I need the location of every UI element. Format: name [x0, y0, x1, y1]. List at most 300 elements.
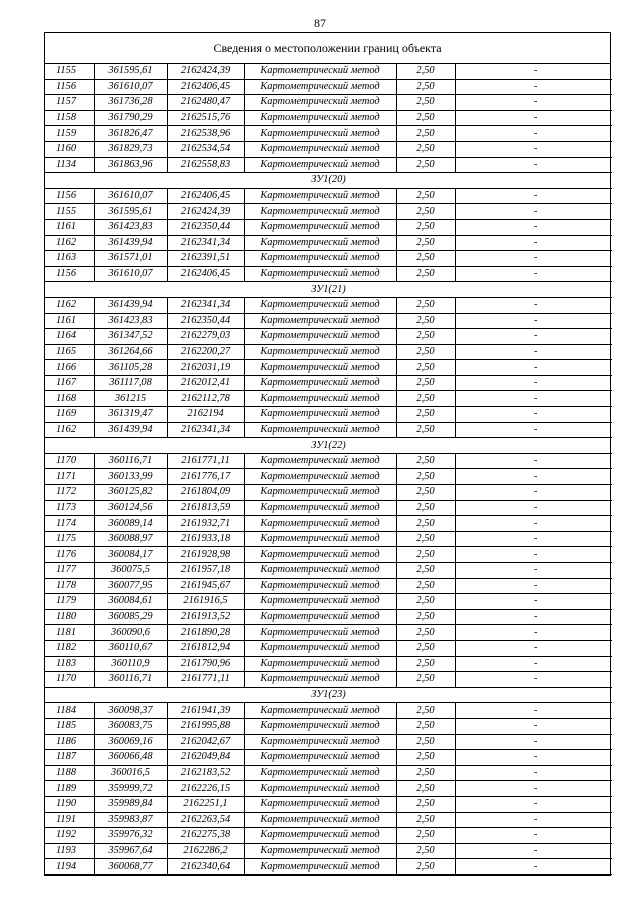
x-coordinate-cell: 361319,47 — [94, 407, 167, 423]
y-coordinate-cell: 2161812,94 — [167, 640, 244, 656]
description-cell: - — [455, 329, 612, 345]
y-coordinate-cell: 2161957,18 — [167, 563, 244, 579]
point-id-cell: 1183 — [45, 656, 94, 672]
accuracy-cell: 2,50 — [396, 453, 455, 469]
y-coordinate-cell: 2161913,52 — [167, 609, 244, 625]
description-cell: - — [455, 344, 612, 360]
method-cell: Картометрический метод — [244, 765, 396, 781]
method-cell: Картометрический метод — [244, 141, 396, 157]
point-id-cell: 1161 — [45, 219, 94, 235]
method-cell: Картометрический метод — [244, 266, 396, 282]
accuracy-cell: 2,50 — [396, 859, 455, 875]
method-cell: Картометрический метод — [244, 843, 396, 859]
point-id-cell: 1160 — [45, 141, 94, 157]
accuracy-cell: 2,50 — [396, 563, 455, 579]
description-cell: - — [455, 251, 612, 267]
point-id-cell: 1177 — [45, 563, 94, 579]
method-cell: Картометрический метод — [244, 313, 396, 329]
table-row — [45, 516, 612, 532]
point-id-cell: 1156 — [45, 266, 94, 282]
x-coordinate-cell: 361571,01 — [94, 251, 167, 267]
method-cell: Картометрический метод — [244, 204, 396, 220]
point-id-cell: 1161 — [45, 313, 94, 329]
method-cell: Картометрический метод — [244, 235, 396, 251]
x-coordinate-cell: 360133,99 — [94, 469, 167, 485]
y-coordinate-cell: 2162286,2 — [167, 843, 244, 859]
x-coordinate-cell: 361264,66 — [94, 344, 167, 360]
x-coordinate-cell: 361610,07 — [94, 79, 167, 95]
description-cell: - — [455, 672, 612, 688]
description-cell: - — [455, 391, 612, 407]
y-coordinate-cell: 2161890,28 — [167, 625, 244, 641]
x-coordinate-cell: 360088,97 — [94, 531, 167, 547]
table-row — [45, 859, 612, 875]
table-row — [45, 64, 612, 79]
y-coordinate-cell: 2161776,17 — [167, 469, 244, 485]
description-cell: - — [455, 843, 612, 859]
x-coordinate-cell: 360068,77 — [94, 859, 167, 875]
table-row — [45, 578, 612, 594]
y-coordinate-cell: 2161933,18 — [167, 531, 244, 547]
accuracy-cell: 2,50 — [396, 126, 455, 142]
description-cell: - — [455, 516, 612, 532]
table-header: Сведения о местоположении границ объекта — [45, 33, 610, 64]
description-cell: - — [455, 407, 612, 423]
description-cell: - — [455, 469, 612, 485]
table-row — [45, 500, 612, 516]
accuracy-cell: 2,50 — [396, 625, 455, 641]
x-coordinate-cell: 361610,07 — [94, 266, 167, 282]
description-cell: - — [455, 563, 612, 579]
x-coordinate-cell: 360084,61 — [94, 594, 167, 610]
description-cell: - — [455, 812, 612, 828]
point-id-cell: 1182 — [45, 640, 94, 656]
table-row — [45, 750, 612, 766]
method-cell: Картометрический метод — [244, 594, 396, 610]
accuracy-cell: 2,50 — [396, 812, 455, 828]
y-coordinate-cell: 2161790,96 — [167, 656, 244, 672]
description-cell: - — [455, 297, 612, 313]
x-coordinate-cell: 359976,32 — [94, 828, 167, 844]
x-coordinate-cell: 360125,82 — [94, 485, 167, 501]
x-coordinate-cell: 361215 — [94, 391, 167, 407]
table-row — [45, 360, 612, 376]
accuracy-cell: 2,50 — [396, 266, 455, 282]
description-cell: - — [455, 594, 612, 610]
y-coordinate-cell: 2162424,39 — [167, 204, 244, 220]
y-coordinate-cell: 2162341,34 — [167, 235, 244, 251]
accuracy-cell: 2,50 — [396, 360, 455, 376]
method-cell: Картометрический метод — [244, 516, 396, 532]
table-row — [45, 407, 612, 423]
description-cell: - — [455, 531, 612, 547]
description-cell: - — [455, 734, 612, 750]
point-id-cell: 1184 — [45, 703, 94, 719]
section-row — [45, 282, 612, 298]
x-coordinate-cell: 360110,9 — [94, 656, 167, 672]
description-cell: - — [455, 360, 612, 376]
description-cell: - — [455, 126, 612, 142]
accuracy-cell: 2,50 — [396, 188, 455, 204]
accuracy-cell: 2,50 — [396, 703, 455, 719]
point-id-cell: 1181 — [45, 625, 94, 641]
point-id-cell: 1134 — [45, 157, 94, 173]
table-row — [45, 141, 612, 157]
y-coordinate-cell: 2162012,41 — [167, 375, 244, 391]
accuracy-cell: 2,50 — [396, 485, 455, 501]
description-cell: - — [455, 64, 612, 79]
y-coordinate-cell: 2162406,45 — [167, 79, 244, 95]
x-coordinate-cell: 361423,83 — [94, 313, 167, 329]
boundary-table-frame — [44, 32, 611, 876]
point-id-cell: 1173 — [45, 500, 94, 516]
point-id-cell: 1166 — [45, 360, 94, 376]
x-coordinate-cell: 361117,08 — [94, 375, 167, 391]
table-row — [45, 313, 612, 329]
method-cell: Картометрический метод — [244, 297, 396, 313]
description-cell: - — [455, 453, 612, 469]
accuracy-cell: 2,50 — [396, 765, 455, 781]
point-id-cell: 1171 — [45, 469, 94, 485]
point-id-cell: 1158 — [45, 110, 94, 126]
table-row — [45, 251, 612, 267]
x-coordinate-cell: 360116,71 — [94, 672, 167, 688]
x-coordinate-cell: 361439,94 — [94, 297, 167, 313]
description-cell: - — [455, 110, 612, 126]
y-coordinate-cell: 2162406,45 — [167, 266, 244, 282]
accuracy-cell: 2,50 — [396, 516, 455, 532]
method-cell: Картометрический метод — [244, 718, 396, 734]
description-cell: - — [455, 219, 612, 235]
method-cell: Картометрический метод — [244, 828, 396, 844]
method-cell: Картометрический метод — [244, 219, 396, 235]
accuracy-cell: 2,50 — [396, 344, 455, 360]
table-row — [45, 812, 612, 828]
x-coordinate-cell: 360089,14 — [94, 516, 167, 532]
point-id-cell: 1170 — [45, 453, 94, 469]
y-coordinate-cell: 2162112,78 — [167, 391, 244, 407]
x-coordinate-cell: 361790,29 — [94, 110, 167, 126]
method-cell: Картометрический метод — [244, 859, 396, 875]
description-cell: - — [455, 578, 612, 594]
accuracy-cell: 2,50 — [396, 578, 455, 594]
point-id-cell: 1186 — [45, 734, 94, 750]
description-cell: - — [455, 718, 612, 734]
table-row — [45, 375, 612, 391]
x-coordinate-cell: 359989,84 — [94, 796, 167, 812]
table-row — [45, 204, 612, 220]
table-row — [45, 126, 612, 142]
table-row — [45, 469, 612, 485]
table-row — [45, 547, 612, 563]
y-coordinate-cell: 2162558,83 — [167, 157, 244, 173]
description-cell: - — [455, 188, 612, 204]
x-coordinate-cell: 361423,83 — [94, 219, 167, 235]
accuracy-cell: 2,50 — [396, 594, 455, 610]
x-coordinate-cell: 361595,61 — [94, 204, 167, 220]
description-cell: - — [455, 313, 612, 329]
y-coordinate-cell: 2162424,39 — [167, 64, 244, 79]
x-coordinate-cell: 360124,56 — [94, 500, 167, 516]
accuracy-cell: 2,50 — [396, 469, 455, 485]
method-cell: Картометрический метод — [244, 703, 396, 719]
point-id-cell: 1156 — [45, 79, 94, 95]
x-coordinate-cell: 359999,72 — [94, 781, 167, 797]
x-coordinate-cell: 359967,64 — [94, 843, 167, 859]
table-row — [45, 672, 612, 688]
y-coordinate-cell: 2162275,38 — [167, 828, 244, 844]
accuracy-cell: 2,50 — [396, 95, 455, 111]
method-cell: Картометрический метод — [244, 64, 396, 79]
x-coordinate-cell: 360069,16 — [94, 734, 167, 750]
description-cell: - — [455, 79, 612, 95]
table-row — [45, 79, 612, 95]
y-coordinate-cell: 2161771,11 — [167, 453, 244, 469]
point-id-cell: 1169 — [45, 407, 94, 423]
y-coordinate-cell: 2162031,19 — [167, 360, 244, 376]
table-row — [45, 422, 612, 438]
point-id-cell: 1156 — [45, 188, 94, 204]
y-coordinate-cell: 2161945,67 — [167, 578, 244, 594]
y-coordinate-cell: 2161932,71 — [167, 516, 244, 532]
point-id-cell: 1168 — [45, 391, 94, 407]
table-row — [45, 329, 612, 345]
y-coordinate-cell: 2162279,03 — [167, 329, 244, 345]
accuracy-cell: 2,50 — [396, 64, 455, 79]
y-coordinate-cell: 2162194 — [167, 407, 244, 423]
table-row — [45, 640, 612, 656]
description-cell: - — [455, 204, 612, 220]
method-cell: Картометрический метод — [244, 79, 396, 95]
point-id-cell: 1162 — [45, 297, 94, 313]
table-row — [45, 828, 612, 844]
accuracy-cell: 2,50 — [396, 235, 455, 251]
description-cell: - — [455, 547, 612, 563]
method-cell: Картометрический метод — [244, 500, 396, 516]
description-cell: - — [455, 485, 612, 501]
table-row — [45, 563, 612, 579]
method-cell: Картометрический метод — [244, 640, 396, 656]
accuracy-cell: 2,50 — [396, 500, 455, 516]
accuracy-cell: 2,50 — [396, 110, 455, 126]
method-cell: Картометрический метод — [244, 563, 396, 579]
description-cell: - — [455, 609, 612, 625]
table-row — [45, 781, 612, 797]
description-cell: - — [455, 375, 612, 391]
table-row — [45, 219, 612, 235]
y-coordinate-cell: 2161928,98 — [167, 547, 244, 563]
x-coordinate-cell: 360077,95 — [94, 578, 167, 594]
point-id-cell: 1178 — [45, 578, 94, 594]
section-row — [45, 173, 612, 189]
y-coordinate-cell: 2161813,59 — [167, 500, 244, 516]
description-cell: - — [455, 828, 612, 844]
point-id-cell: 1191 — [45, 812, 94, 828]
point-id-cell: 1180 — [45, 609, 94, 625]
y-coordinate-cell: 2162341,34 — [167, 422, 244, 438]
y-coordinate-cell: 2162538,96 — [167, 126, 244, 142]
y-coordinate-cell: 2162350,44 — [167, 219, 244, 235]
table-row — [45, 843, 612, 859]
y-coordinate-cell: 2162263,54 — [167, 812, 244, 828]
x-coordinate-cell: 361105,28 — [94, 360, 167, 376]
point-id-cell: 1192 — [45, 828, 94, 844]
method-cell: Картометрический метод — [244, 453, 396, 469]
y-coordinate-cell: 2162391,51 — [167, 251, 244, 267]
point-id-cell: 1167 — [45, 375, 94, 391]
description-cell: - — [455, 500, 612, 516]
accuracy-cell: 2,50 — [396, 204, 455, 220]
boundary-table-body — [45, 64, 612, 874]
y-coordinate-cell: 2162049,84 — [167, 750, 244, 766]
method-cell: Картометрический метод — [244, 422, 396, 438]
x-coordinate-cell: 360110,67 — [94, 640, 167, 656]
description-cell: - — [455, 625, 612, 641]
method-cell: Картометрический метод — [244, 625, 396, 641]
point-id-cell: 1172 — [45, 485, 94, 501]
point-id-cell: 1188 — [45, 765, 94, 781]
table-row — [45, 188, 612, 204]
table-row — [45, 297, 612, 313]
y-coordinate-cell: 2162341,34 — [167, 297, 244, 313]
accuracy-cell: 2,50 — [396, 422, 455, 438]
table-row — [45, 734, 612, 750]
point-id-cell: 1164 — [45, 329, 94, 345]
method-cell: Картометрический метод — [244, 781, 396, 797]
accuracy-cell: 2,50 — [396, 718, 455, 734]
accuracy-cell: 2,50 — [396, 640, 455, 656]
accuracy-cell: 2,50 — [396, 407, 455, 423]
method-cell: Картометрический метод — [244, 157, 396, 173]
point-id-cell: 1170 — [45, 672, 94, 688]
table-row — [45, 594, 612, 610]
description-cell: - — [455, 95, 612, 111]
section-row — [45, 438, 612, 454]
y-coordinate-cell: 2162251,1 — [167, 796, 244, 812]
description-cell: - — [455, 141, 612, 157]
table-row — [45, 796, 612, 812]
y-coordinate-cell: 2161916,5 — [167, 594, 244, 610]
point-id-cell: 1190 — [45, 796, 94, 812]
x-coordinate-cell: 361439,94 — [94, 235, 167, 251]
x-coordinate-cell: 361595,61 — [94, 64, 167, 79]
x-coordinate-cell: 361863,96 — [94, 157, 167, 173]
point-id-cell: 1159 — [45, 126, 94, 142]
accuracy-cell: 2,50 — [396, 297, 455, 313]
table-row — [45, 531, 612, 547]
accuracy-cell: 2,50 — [396, 313, 455, 329]
accuracy-cell: 2,50 — [396, 734, 455, 750]
method-cell: Картометрический метод — [244, 750, 396, 766]
y-coordinate-cell: 2162534,54 — [167, 141, 244, 157]
description-cell: - — [455, 796, 612, 812]
description-cell: - — [455, 656, 612, 672]
point-id-cell: 1187 — [45, 750, 94, 766]
point-id-cell: 1155 — [45, 64, 94, 79]
method-cell: Картометрический метод — [244, 251, 396, 267]
y-coordinate-cell: 2161941,39 — [167, 703, 244, 719]
description-cell: - — [455, 157, 612, 173]
section-title: ЗУ1(21) — [45, 282, 612, 298]
y-coordinate-cell: 2162042,67 — [167, 734, 244, 750]
x-coordinate-cell: 360066,48 — [94, 750, 167, 766]
point-id-cell: 1162 — [45, 422, 94, 438]
x-coordinate-cell: 361439,94 — [94, 422, 167, 438]
method-cell: Картометрический метод — [244, 485, 396, 501]
table-row — [45, 765, 612, 781]
description-cell: - — [455, 703, 612, 719]
table-row — [45, 609, 612, 625]
method-cell: Картометрический метод — [244, 391, 396, 407]
x-coordinate-cell: 361610,07 — [94, 188, 167, 204]
y-coordinate-cell: 2161804,09 — [167, 485, 244, 501]
y-coordinate-cell: 2162480,47 — [167, 95, 244, 111]
accuracy-cell: 2,50 — [396, 157, 455, 173]
table-row — [45, 718, 612, 734]
x-coordinate-cell: 361347,52 — [94, 329, 167, 345]
x-coordinate-cell: 360085,29 — [94, 609, 167, 625]
method-cell: Картометрический метод — [244, 609, 396, 625]
y-coordinate-cell: 2162340,64 — [167, 859, 244, 875]
point-id-cell: 1193 — [45, 843, 94, 859]
method-cell: Картометрический метод — [244, 375, 396, 391]
accuracy-cell: 2,50 — [396, 750, 455, 766]
description-cell: - — [455, 266, 612, 282]
x-coordinate-cell: 361829,73 — [94, 141, 167, 157]
x-coordinate-cell: 360083,75 — [94, 718, 167, 734]
point-id-cell: 1194 — [45, 859, 94, 875]
y-coordinate-cell: 2162226,15 — [167, 781, 244, 797]
section-title: ЗУ1(20) — [45, 173, 612, 189]
accuracy-cell: 2,50 — [396, 531, 455, 547]
method-cell: Картометрический метод — [244, 672, 396, 688]
method-cell: Картометрический метод — [244, 110, 396, 126]
table-row — [45, 95, 612, 111]
method-cell: Картометрический метод — [244, 126, 396, 142]
table-row — [45, 656, 612, 672]
section-title: ЗУ1(23) — [45, 687, 612, 703]
description-cell: - — [455, 781, 612, 797]
accuracy-cell: 2,50 — [396, 547, 455, 563]
method-cell: Картометрический метод — [244, 188, 396, 204]
table-row — [45, 344, 612, 360]
point-id-cell: 1157 — [45, 95, 94, 111]
x-coordinate-cell: 360016,5 — [94, 765, 167, 781]
table-row — [45, 110, 612, 126]
accuracy-cell: 2,50 — [396, 672, 455, 688]
x-coordinate-cell: 360116,71 — [94, 453, 167, 469]
accuracy-cell: 2,50 — [396, 656, 455, 672]
accuracy-cell: 2,50 — [396, 609, 455, 625]
table-row — [45, 485, 612, 501]
y-coordinate-cell: 2161771,11 — [167, 672, 244, 688]
method-cell: Картометрический метод — [244, 329, 396, 345]
point-id-cell: 1165 — [45, 344, 94, 360]
x-coordinate-cell: 360084,17 — [94, 547, 167, 563]
table-row — [45, 235, 612, 251]
table-row — [45, 157, 612, 173]
x-coordinate-cell: 360098,37 — [94, 703, 167, 719]
method-cell: Картометрический метод — [244, 812, 396, 828]
accuracy-cell: 2,50 — [396, 79, 455, 95]
accuracy-cell: 2,50 — [396, 843, 455, 859]
accuracy-cell: 2,50 — [396, 391, 455, 407]
y-coordinate-cell: 2162350,44 — [167, 313, 244, 329]
accuracy-cell: 2,50 — [396, 329, 455, 345]
point-id-cell: 1179 — [45, 594, 94, 610]
method-cell: Картометрический метод — [244, 547, 396, 563]
description-cell: - — [455, 859, 612, 875]
